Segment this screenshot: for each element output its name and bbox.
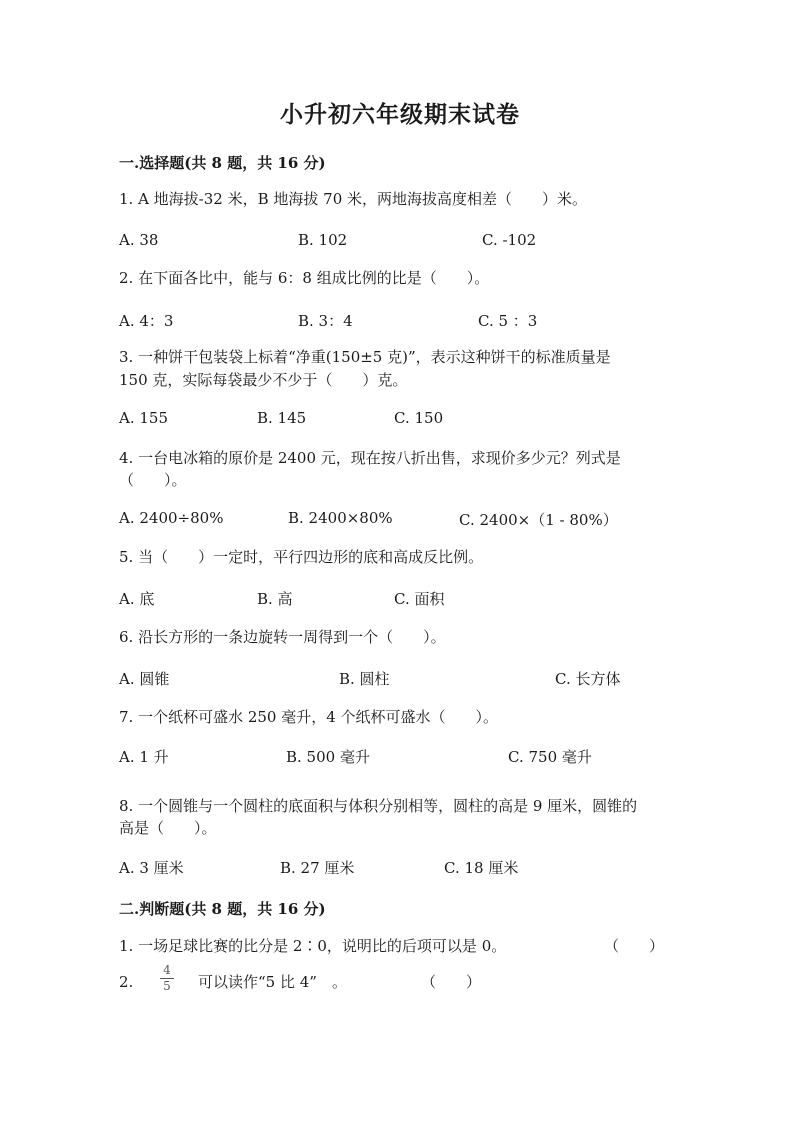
fraction-four-fifths xyxy=(160,964,174,993)
judgement-1-answer: （ ） xyxy=(604,937,665,955)
question-3-line-1: 3. 一种饼干包装袋上标着“净重(150±5 克)”，表示这种饼干的标准质量是 xyxy=(119,348,611,366)
judgement-2-number: 2. xyxy=(119,973,134,991)
option-5c: C. 面积 xyxy=(394,590,445,608)
option-8a: A. 3 厘米 xyxy=(119,859,184,877)
option-5b: B. 高 xyxy=(257,590,293,608)
option-1b: B. 102 xyxy=(298,231,348,249)
option-1c: C. -102 xyxy=(482,231,537,249)
question-6: 6. 沿长方形的一条边旋转一周得到一个（ ）。 xyxy=(119,628,446,646)
option-1a: A. 38 xyxy=(119,231,159,249)
question-4-line-1: 4. 一台电冰箱的原价是 2400 元，现在按八折出售，求现价多少元？列式是 xyxy=(119,449,621,467)
option-7b: B. 500 毫升 xyxy=(286,748,370,766)
question-3-line-2: 150 克，实际每袋最少不少于（ ）克。 xyxy=(119,371,408,389)
question-1: 1. A 地海拔-32 米，B 地海拔 70 米，两地海拔高度相差（ ）米。 xyxy=(119,190,588,208)
option-8c: C. 18 厘米 xyxy=(444,859,519,877)
page-title: 小升初六年级期末试卷 xyxy=(280,101,520,128)
option-2b: B. 3：4 xyxy=(298,312,353,330)
option-3c: C. 150 xyxy=(394,409,444,427)
judgement-2-answer: （ ） xyxy=(421,973,482,991)
option-6c: C. 长方体 xyxy=(555,670,621,688)
question-7: 7. 一个纸杯可盛水 250 毫升，4 个纸杯可盛水（ ）。 xyxy=(119,708,499,726)
option-4b: B. 2400×80% xyxy=(288,509,393,527)
question-5: 5. 当（ ）一定时，平行四边形的底和高成反比例。 xyxy=(119,548,484,566)
option-2c: C. 5 ：3 xyxy=(478,312,538,330)
option-6b: B. 圆柱 xyxy=(339,670,390,688)
option-8b: B. 27 厘米 xyxy=(280,859,355,877)
section-heading-judgement: 二.判断题(共 8 题，共 16 分) xyxy=(119,900,326,918)
option-2a: A. 4：3 xyxy=(119,312,174,330)
judgement-2: 可以读作“5 比 4” 。 xyxy=(198,973,347,991)
fraction-numerator: 4 xyxy=(160,964,174,979)
option-3b: B. 145 xyxy=(257,409,307,427)
option-4c: C. 2400×（1 - 80%） xyxy=(459,511,618,529)
option-4a: A. 2400÷80% xyxy=(119,509,224,527)
section-heading-choice: 一.选择题(共 8 题，共 16 分) xyxy=(119,154,326,172)
fraction-denominator: 5 xyxy=(163,979,171,993)
option-7c: C. 750 毫升 xyxy=(508,748,592,766)
judgement-1: 1. 一场足球比赛的比分是 2∶0，说明比的后项可以是 0。 xyxy=(119,937,507,955)
option-3a: A. 155 xyxy=(119,409,168,427)
option-6a: A. 圆锥 xyxy=(119,670,170,688)
option-5a: A. 底 xyxy=(119,590,155,608)
question-8-line-2: 高是（ ）。 xyxy=(119,819,217,837)
option-7a: A. 1 升 xyxy=(119,748,169,766)
question-4-line-2: （ ）。 xyxy=(119,471,187,489)
question-8-line-1: 8. 一个圆锥与一个圆柱的底面积与体积分别相等，圆柱的高是 9 厘米，圆锥的 xyxy=(119,797,638,815)
question-2: 2. 在下面各比中，能与 6：8 组成比例的比是（ ）。 xyxy=(119,269,490,287)
